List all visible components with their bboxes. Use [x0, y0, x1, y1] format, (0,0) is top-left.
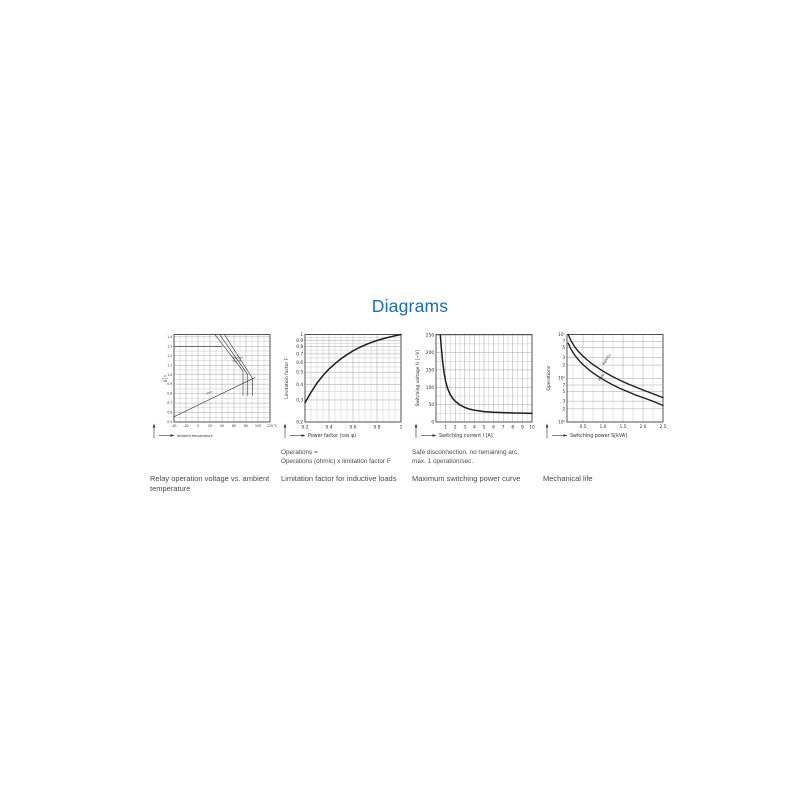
svg-text:Umin: Umin — [205, 390, 214, 396]
svg-text:1.4: 1.4 — [167, 334, 173, 339]
chart-caption: Maximum switching power curve — [412, 474, 521, 483]
svg-text:Switching voltage U [~V]: Switching voltage U [~V] — [416, 349, 421, 407]
figure-mechanical-life — [541, 330, 672, 505]
svg-text:3: 3 — [562, 354, 566, 360]
svg-text:0.4: 0.4 — [296, 382, 304, 388]
svg-text:2: 2 — [453, 425, 457, 431]
svg-text:0.8: 0.8 — [167, 391, 173, 396]
chart-notes — [412, 449, 554, 466]
svg-text:6: 6 — [492, 425, 495, 431]
svg-text:1: 1 — [444, 425, 447, 431]
svg-text:1.1: 1.1 — [167, 363, 173, 368]
svg-text:10: 10 — [529, 425, 535, 431]
svg-text:AgNi: AgNi — [597, 372, 606, 382]
svg-text:-20: -20 — [183, 424, 189, 429]
svg-text:0.6: 0.6 — [167, 410, 173, 415]
page-title: Diagrams — [371, 296, 449, 316]
svg-text:AgSnO₂: AgSnO₂ — [601, 352, 612, 366]
svg-text:0: 0 — [431, 420, 435, 426]
svg-text:0.8: 0.8 — [373, 425, 381, 431]
svg-text:0.4: 0.4 — [325, 425, 333, 431]
chart-caption: Limitation factor for inductive loads — [281, 474, 397, 483]
svg-text:5: 5 — [482, 425, 486, 431]
svg-text:0.6: 0.6 — [296, 360, 304, 366]
chart-caption: Mechanical life — [543, 474, 593, 483]
svg-text:Operations: Operations — [547, 365, 552, 391]
svg-text:0.3: 0.3 — [296, 398, 304, 404]
limitation-factor-chart — [279, 330, 410, 448]
svg-text:Power factor (cos φ): Power factor (cos φ) — [308, 434, 357, 440]
note-line: Safe disconnection, no remaining arc, — [412, 449, 519, 456]
chart-notes — [281, 449, 423, 466]
svg-text:ca 2 W: ca 2 W — [232, 359, 242, 363]
mechanical-life-chart — [541, 330, 672, 448]
figure-limitation-factor — [279, 330, 410, 505]
switching-power-chart — [410, 330, 541, 448]
svg-text:-40: -40 — [171, 424, 177, 429]
svg-text:0.6: 0.6 — [349, 425, 357, 431]
svg-text:1.3: 1.3 — [167, 344, 173, 349]
svg-text:150: 150 — [425, 368, 435, 374]
relay-voltage-chart — [148, 330, 279, 448]
svg-text:2: 2 — [562, 406, 566, 412]
svg-text:7: 7 — [562, 338, 566, 344]
svg-text:0: 0 — [197, 424, 199, 429]
svg-text:5: 5 — [562, 345, 566, 351]
svg-text:3: 3 — [463, 425, 467, 431]
svg-text:1.0: 1.0 — [599, 424, 607, 430]
svg-text:0.5: 0.5 — [296, 370, 304, 376]
svg-text:2.5: 2.5 — [659, 424, 667, 430]
svg-text:U: U — [163, 374, 167, 379]
svg-text:8: 8 — [511, 425, 515, 431]
svg-text:°C: °C — [273, 424, 278, 429]
svg-text:10⁷: 10⁷ — [558, 331, 566, 337]
svg-text:1.2: 1.2 — [167, 353, 173, 358]
svg-text:Switching power S[kVA]: Switching power S[kVA] — [570, 434, 627, 440]
svg-text:7: 7 — [562, 382, 566, 388]
svg-text:Hg Imax: Hg Imax — [232, 356, 244, 360]
note-line: max. 1 operation/sec. — [412, 457, 474, 465]
svg-text:100: 100 — [255, 424, 261, 429]
svg-text:2.0: 2.0 — [639, 424, 647, 430]
svg-text:3: 3 — [562, 398, 566, 404]
svg-text:20: 20 — [208, 424, 212, 429]
svg-text:80: 80 — [244, 424, 248, 429]
svg-text:0.2: 0.2 — [301, 425, 309, 431]
svg-text:0.9: 0.9 — [296, 338, 304, 344]
diagrams-row — [148, 330, 672, 505]
figure-relay-voltage — [148, 330, 279, 505]
chart-caption: Relay operation voltage vs. ambient temperature — [150, 474, 270, 493]
svg-text:1: 1 — [300, 333, 304, 339]
svg-text:10⁶: 10⁶ — [558, 375, 566, 381]
svg-text:2: 2 — [562, 362, 566, 368]
svg-text:0.2: 0.2 — [296, 420, 304, 426]
svg-text:1: 1 — [399, 425, 403, 431]
figure-switching-power — [410, 330, 541, 505]
note-line: Operations = — [281, 449, 318, 456]
svg-text:40: 40 — [220, 424, 224, 429]
svg-text:9: 9 — [521, 425, 524, 431]
datasheet-page — [148, 0, 672, 505]
svg-text:0.7: 0.7 — [167, 401, 173, 406]
svg-text:UN: UN — [162, 378, 168, 383]
svg-text:4: 4 — [473, 425, 476, 431]
svg-text:5: 5 — [562, 388, 566, 394]
svg-text:0.8: 0.8 — [296, 345, 304, 351]
svg-text:10⁵: 10⁵ — [558, 419, 566, 425]
svg-text:120: 120 — [267, 424, 273, 429]
svg-text:0.7: 0.7 — [296, 352, 304, 358]
note-line: Operations (ohmic) x limitation factor F — [281, 457, 391, 465]
svg-text:50: 50 — [428, 403, 435, 409]
svg-text:0.5: 0.5 — [579, 424, 587, 430]
svg-text:1.0: 1.0 — [167, 372, 173, 377]
svg-text:1.5: 1.5 — [619, 424, 627, 430]
svg-text:Switching current I [A]: Switching current I [A] — [439, 434, 493, 440]
svg-text:200: 200 — [425, 351, 435, 357]
svg-text:0.9: 0.9 — [167, 382, 173, 387]
svg-text:250: 250 — [425, 333, 435, 339]
svg-text:7: 7 — [501, 425, 505, 431]
svg-text:0.5: 0.5 — [167, 420, 173, 425]
svg-text:Ambient temperature: Ambient temperature — [177, 434, 213, 439]
svg-text:60: 60 — [232, 424, 236, 429]
svg-text:100: 100 — [425, 385, 435, 391]
svg-text:Limitation factor F: Limitation factor F — [285, 357, 290, 399]
